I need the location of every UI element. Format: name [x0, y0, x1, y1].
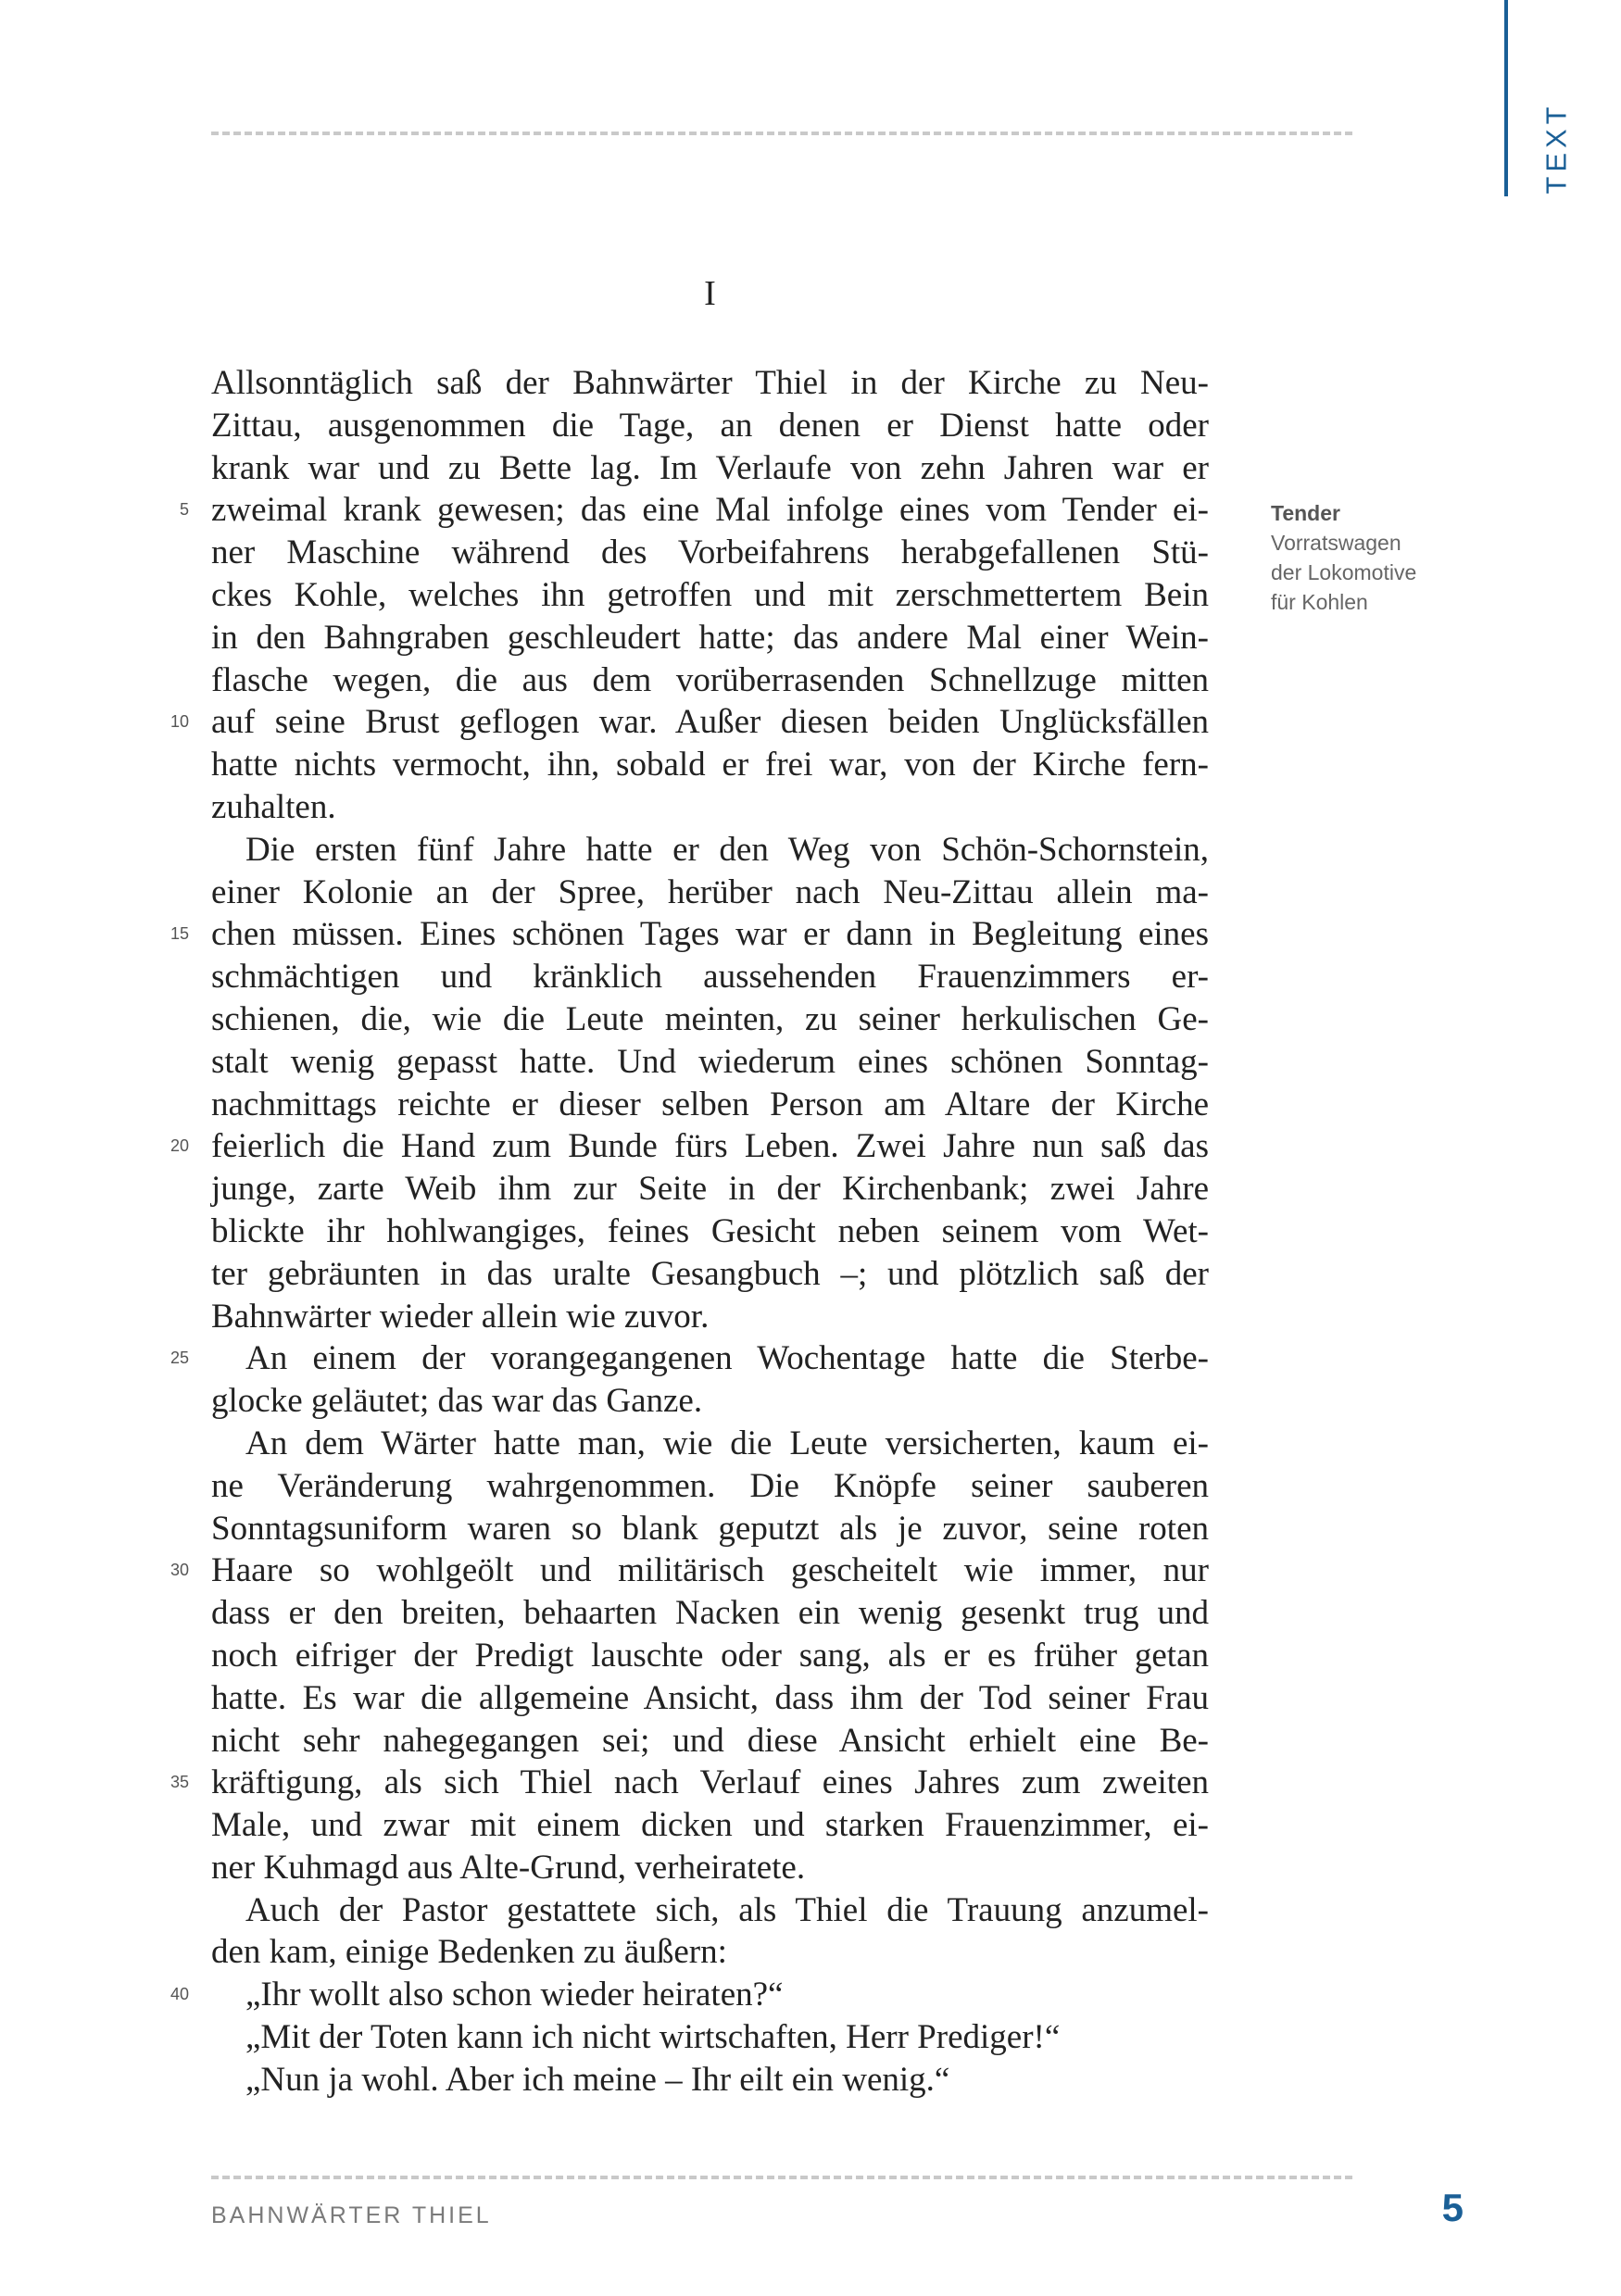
text-line: Auch der Pastor gestattete sich, als Thiel die Trauung anzumel- [245, 1890, 1209, 1929]
text-line: ne Veränderung wahrgenommen. Die Knöpfe seiner sauberen [211, 1466, 1209, 1505]
text-line: Die ersten fünf Jahre hatte er den Weg von Schön-Schornstein, [245, 830, 1209, 869]
text-line: ckes Kohle, welches ihn getroffen und mit zerschmettertem Bein [211, 575, 1209, 614]
text-line: schmächtigen und kränklich aussehenden Frauenzimmers er- [211, 958, 1209, 997]
gloss-definition: der Lokomotive [1271, 560, 1417, 584]
line-number: 10 [170, 712, 189, 732]
text-line: flasche wegen, die aus dem vorüberrasenden Schnellzuge mitten [211, 660, 1209, 699]
text-line: „Ihr wollt also schon wieder heiraten?“ [245, 1976, 784, 2014]
gloss-definition: Vorratswagen [1271, 531, 1401, 555]
text-line: noch eifriger der Predigt lauschte oder sang, als er es früher getan [211, 1636, 1209, 1675]
text-line: An dem Wärter hatte man, wie die Leute versicherten, kaum ei- [245, 1424, 1209, 1462]
text-line: nachmittags reichte er dieser selben Person am Altare der Kirche [211, 1085, 1209, 1123]
text-line: Haare so wohlgeölt und militärisch gescheitelt wie immer, nur [211, 1551, 1209, 1590]
text-line: Allsonntäglich saß der Bahnwärter Thiel in der Kirche zu Neu- [211, 364, 1209, 402]
text-line: auf seine Brust geflogen war. Außer diesen beiden Unglücksfällen [211, 703, 1209, 742]
text-line: nicht sehr nahegegangen sei; und diese Ansicht erhielt eine Be- [211, 1721, 1209, 1760]
text-line: junge, zarte Weib ihm zur Seite in der Kirchenbank; zwei Jahre [211, 1170, 1209, 1209]
gloss-definition: für Kohlen [1271, 590, 1368, 614]
text-line: krank war und zu Bette lag. Im Verlaufe von zehn Jahren war er [211, 448, 1209, 487]
side-tab [1515, 102, 1599, 194]
text-line: feierlich die Hand zum Bunde fürs Leben. Zwei Jahre nun saß das [211, 1127, 1209, 1166]
text-line: Male, und zwar mit einem dicken und starken Frauenzimmer, ei- [211, 1806, 1209, 1845]
margin-gloss [1271, 498, 1512, 617]
text-line: Zittau, ausgenommen die Tage, an denen er Dienst hatte oder [211, 406, 1209, 445]
text-line: kräftigung, als sich Thiel nach Verlauf eines Jahres zum zweiten [211, 1763, 1209, 1802]
side-accent-rule [1504, 0, 1508, 196]
text-line: einer Kolonie an der Spree, herüber nach Neu-Zittau allein ma- [211, 872, 1209, 911]
text-line: den kam, einige Bedenken zu äußern: [211, 1933, 727, 1972]
text-line: Sonntagsuniform waren so blank geputzt als je zuvor, seine roten [211, 1509, 1209, 1548]
text-line: ter gebräunten in das uralte Gesangbuch –; und plötzlich saß der [211, 1254, 1209, 1293]
text-line: schienen, die, wie die Leute meinten, zu seiner herkulischen Ge- [211, 999, 1209, 1038]
text-line: hatte nichts vermocht, ihn, sobald er frei war, von der Kirche fern- [211, 746, 1209, 784]
line-number: 20 [170, 1136, 189, 1156]
line-number: 35 [170, 1773, 189, 1792]
text-line: glocke geläutet; das war das Ganze. [211, 1382, 703, 1421]
text-line: An einem der vorangegangenen Wochentage hatte die Sterbe- [245, 1339, 1209, 1378]
text-line: zweimal krank gewesen; das eine Mal infolge eines vom Tender ei- [211, 491, 1209, 530]
text-line: „Mit der Toten kann ich nicht wirtschaften, Herr Prediger!“ [245, 2018, 1061, 2057]
line-number: 5 [179, 500, 189, 520]
text-line: stalt wenig gepasst hatte. Und wiederum eines schönen Sonntag- [211, 1042, 1209, 1081]
text-line: in den Bahngraben geschleudert hatte; das andere Mal einer Wein- [211, 618, 1209, 657]
top-dashed-rule [211, 132, 1352, 135]
text-line: blickte ihr hohlwangiges, feines Gesicht neben seinem vom Wet- [211, 1211, 1209, 1250]
chapter-number: I [704, 274, 716, 313]
bottom-dashed-rule [211, 2176, 1352, 2179]
running-title: BAHNWÄRTER THIEL [211, 2202, 492, 2228]
text-line: chen müssen. Eines schönen Tages war er dann in Begleitung eines [211, 915, 1209, 954]
text-line: hatte. Es war die allgemeine Ansicht, dass ihm der Tod seiner Frau [211, 1678, 1209, 1717]
text-line: „Nun ja wohl. Aber ich meine – Ihr eilt ein wenig.“ [245, 2060, 950, 2099]
side-tab-label: TEXT [1540, 102, 1574, 194]
text-line: zuhalten. [211, 787, 336, 826]
gloss-term: Tender [1271, 501, 1340, 525]
text-line: dass er den breiten, behaarten Nacken ein wenig gesenkt trug und [211, 1594, 1209, 1633]
text-line: ner Maschine während des Vorbeifahrens herabgefallenen Stü- [211, 533, 1209, 572]
page-number: 5 [1441, 2186, 1464, 2229]
line-number: 15 [170, 924, 189, 944]
text-line: ner Kuhmagd aus Alte-Grund, verheiratete. [211, 1848, 806, 1887]
line-number: 30 [170, 1561, 189, 1580]
line-number: 25 [170, 1349, 189, 1368]
text-line: Bahnwärter wieder allein wie zuvor. [211, 1297, 710, 1336]
line-number: 40 [170, 1985, 189, 2004]
body-text [211, 362, 1209, 2102]
